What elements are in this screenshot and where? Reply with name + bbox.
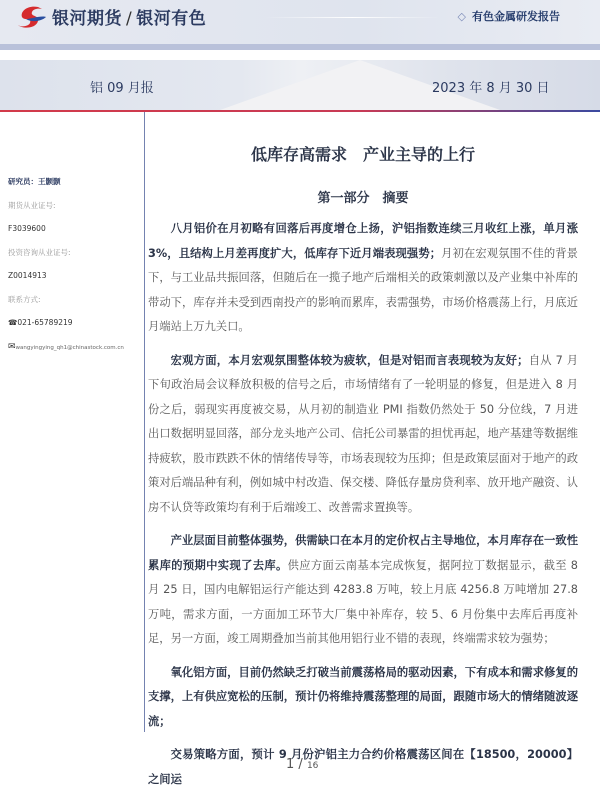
page-number — [286, 757, 318, 772]
document-body — [148, 217, 578, 801]
advisory-license-label: 投资咨询从业证号: — [8, 247, 71, 257]
researcher-name: 研究员：王颢颢 — [8, 177, 61, 186]
contact-label: 联系方式: — [8, 294, 41, 304]
paragraph-lead: 宏观方面，本月宏观氛围整体较为疲软，但是对铝而言表现较为友好； — [170, 353, 529, 367]
paragraph-lead: 八月铝价在月初略有回落后再度增仓上扬，沪铝指数连续三月收红上涨，单月涨3%，且结构上月差再度扩大，低库存下近月端表现强势； — [148, 222, 578, 260]
paragraph-lead: 氧化铝方面，目前仍然缺乏打破当前震荡格局的驱动因素，下有成本和需求修复的支撑，上有供应宽松的压制，预计仍将维持震荡整理的局面，跟随市场大的情绪随波逐流； — [148, 665, 578, 728]
paragraph-lead: 产业层面目前整体强势，供需缺口在本月的定价权占主导地位，本月库存在一致性累库的预期中实现了去库。 — [148, 534, 578, 572]
galaxy-futures-logo-icon — [16, 5, 48, 29]
paragraph-text: 月初在宏观氛围不佳的背景下，与工业品共振回落，但随后在一揽子地产后端相关的政策刺激以及产业集中补库的带动下，库存并未受到西南投产的影响而累库，表需强势，市场价格震荡上行，月底近月端站上万九关口。 — [148, 246, 578, 333]
report-name: 铝 09 月报 — [90, 81, 154, 96]
brand-separator: / — [126, 9, 133, 29]
page-current: 1 — [286, 757, 295, 772]
paragraph-text: 供应方面云南基本完成恢复，据阿拉丁数据显示，截至 8 月 25 日，国内电解铝运行产能达到 4283.8 万吨，较上月底 4256.8 万吨增加 27.8 万吨，需求方面，一方面加工环节大厂集中补库存，较 5、6 月份集中去库后再度补足，另一方面，竣工周期叠加当前其他用铝行业不错的表现，终端需求较为强势； — [148, 558, 578, 645]
header-strip — [0, 44, 600, 50]
report-info-band — [0, 60, 600, 110]
paragraph — [148, 743, 578, 792]
paragraph-text: 自从 7 月下旬政治局会议释放积极的信号之后，市场情绪有了一轮明显的修复，但是进入 8 月份之后，弱现实再度被交易，从月初的制造业 PMI 指数仍然处于 50 分位线，7 月进出口数据明显回落，部分龙头地产公司、信托公司暴雷的担忧再起，地产基建等数据维持疲软，股市跌跌不休的情绪传导等，市场表现较为压抑；但是政策层面对于地产的政策对后端品种有利，例如城中村改造、保交楼、降低存量房贷利率、放开地产融资、认房不认贷等政策均有利于后端竣工、改善需求置换等。 — [148, 353, 578, 514]
decorative-line — [265, 17, 440, 18]
brand-name: 银河期货 — [52, 9, 122, 29]
sub-brand-name: 银河有色 — [136, 9, 207, 29]
brand-title — [52, 4, 206, 29]
mail-icon: ✉ — [8, 341, 16, 352]
futures-license-label: 期货从业证号: — [8, 200, 56, 210]
paragraph — [148, 349, 578, 521]
series-label: 有色金属研发报告 — [472, 10, 560, 23]
page-total: 16 — [306, 761, 319, 771]
report-date: 2023 年 8 月 30 日 — [432, 81, 550, 96]
email-address[interactable]: wangyingying_qh1@chinastock.com.cn — [15, 344, 124, 351]
document-title: 低库存高需求 产业主导的上行 — [250, 145, 475, 164]
page-separator: / — [294, 757, 307, 772]
section-heading: 第一部分 摘要 — [317, 191, 409, 206]
paragraph-lead: 交易策略方面，预计 9 月份沪铝主力合约价格震荡区间在【18500，20000】之间运 — [148, 748, 578, 786]
paragraph — [148, 661, 578, 735]
header-divider — [0, 110, 600, 112]
paragraph — [148, 529, 578, 652]
advisory-license: Z0014913 — [8, 271, 47, 280]
paragraph — [148, 217, 578, 340]
phone-icon: ☎ — [8, 318, 18, 327]
sidebar-author-info — [8, 176, 140, 364]
report-series — [458, 8, 560, 24]
futures-license: F3039600 — [8, 224, 46, 233]
sidebar-divider — [144, 112, 145, 732]
diamond-icon: ◇ — [457, 10, 466, 23]
email-row — [8, 341, 140, 365]
phone-number: 021-65789219 — [17, 318, 73, 327]
phone-row — [8, 317, 140, 341]
